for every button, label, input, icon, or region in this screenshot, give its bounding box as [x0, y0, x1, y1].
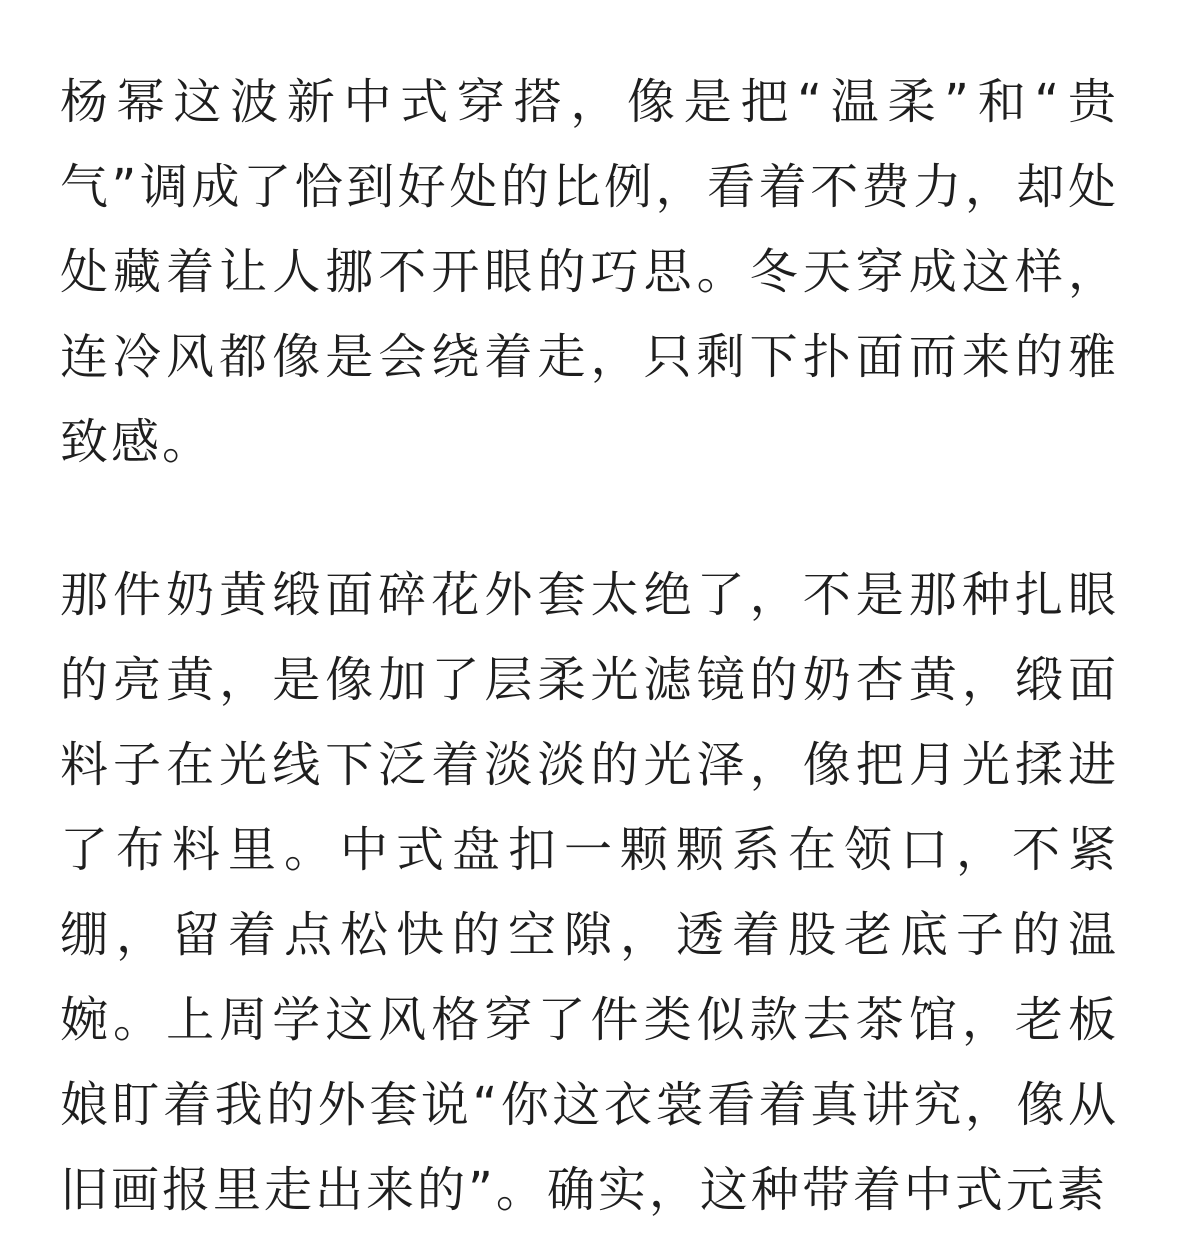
- paragraph-2: 那件奶黄缎面碎花外套太绝了，不是那种扎眼的亮黄，是像加了层柔光滤镜的奶杏黄，缎面料子在光线下泛着淡淡的光泽，像把月光揉进了布料里。中式盘扣一颗颗系在领口，不紧绷，留着点松快的空隙，透着股老底子的温婉。上周学这风格穿了件类似款去茶馆，老板娘盯着我的外套说“你这衣裳看着真讲究，像从旧画报里走出来的”。确实，这种带着中式元素: [60, 567, 1119, 1218]
- paragraph-1: 杨幂这波新中式穿搭，像是把“温柔”和“贵气”调成了恰到好处的比例，看着不费力，却处处藏着让人挪不开眼的巧思。冬天穿成这样，连冷风都像是会绕着走，只剩下扑面而来的雅致感。: [60, 74, 1119, 470]
